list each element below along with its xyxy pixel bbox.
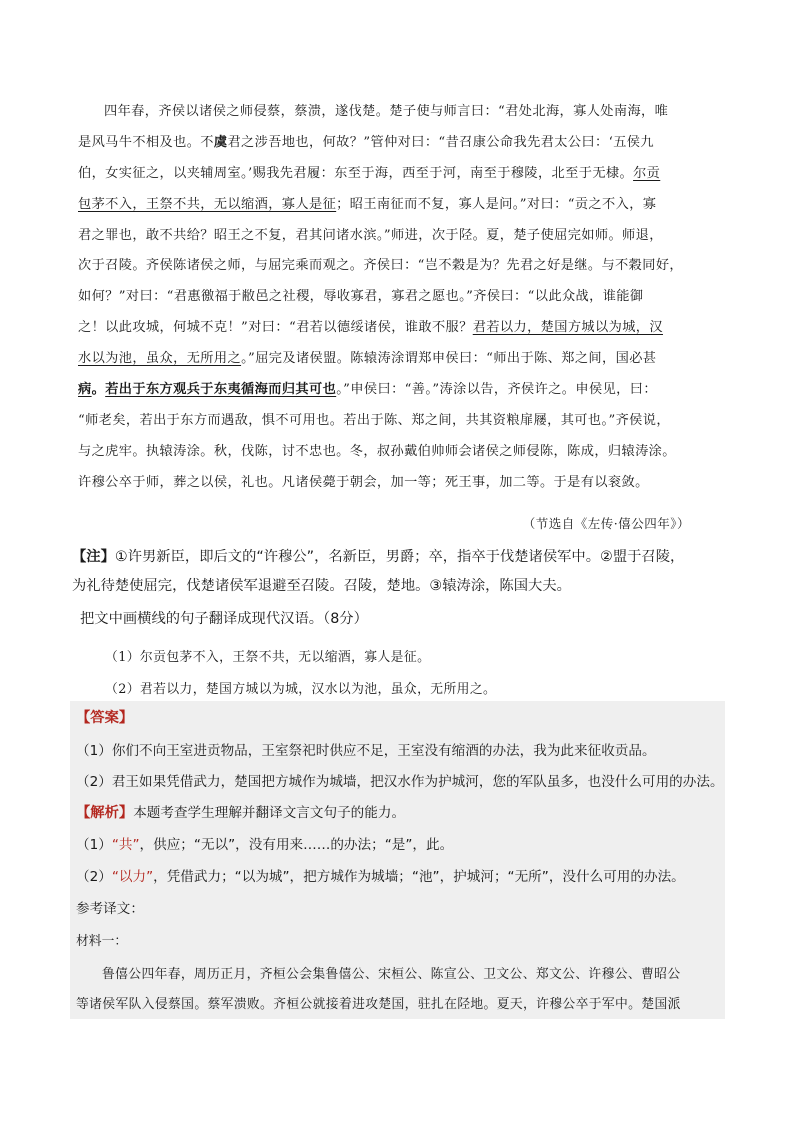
underlined-sentence: 尔贡 xyxy=(633,165,661,181)
reference-material-label: 材料一： xyxy=(76,934,128,949)
passage-text: ；昭王南征而不复，寡人是问。”对曰：“贡之不入，寡 xyxy=(336,196,657,212)
passage-text: 伯，女实征之，以夹辅周室。’赐我先君履：东至于海，西至于河，南至于穆陵，北至于无棣。 xyxy=(78,165,634,181)
passage-line xyxy=(78,344,728,375)
analysis-row xyxy=(76,801,405,822)
analysis-num: （2） xyxy=(76,869,112,885)
passage-line xyxy=(78,406,728,437)
passage-line xyxy=(78,437,728,468)
annotation-note xyxy=(72,543,732,601)
passage-text: 与之虎牢。执辕涛涂。秋，伐陈，讨不忠也。冬，叔孙戴伯帅师会诸侯之师侵陈，陈成，归辕涛涂。 xyxy=(78,443,676,459)
note-tag: 【注】 xyxy=(72,549,115,565)
answer-section xyxy=(70,701,725,1019)
note-text: ①许男新臣，即后文的“许穆公”，名新臣，男爵；卒，指卒于伐楚诸侯军中。②盟于召陵， xyxy=(114,549,685,565)
analysis-explanation: ，供应；“无以”，没有用来……的办法；“是”，此。 xyxy=(139,837,454,853)
analysis-key-term: “共” xyxy=(111,837,140,853)
answer-heading: 【答案】 xyxy=(76,710,134,726)
analysis-key-term: “以力” xyxy=(111,869,154,885)
note-line: 为礼待楚使屈完，伐楚诸侯军退避至召陵。召陵，楚地。③辕涛涂，陈国大夫。 xyxy=(72,578,571,594)
analysis-intro: 本题考查学生理解并翻译文言文句子的能力。 xyxy=(133,805,406,821)
passage-text: 。”屈完及诸侯盟。陈辕涛涂谓郑申侯曰：“师出于陈、郑之间，国必甚 xyxy=(241,351,657,367)
passage-line xyxy=(78,159,728,190)
passage-text: 虞 xyxy=(213,134,228,150)
reference-line-1: 鲁僖公四年春，周历正月，齐桓公会集鲁僖公、宋桓公、陈宣公、卫文公、郑文公、许穆公、曹昭公 xyxy=(102,967,681,982)
underlined-sentence: 水以为池，虽众，无所用之 xyxy=(78,351,242,367)
passage-text: 如何？”对曰：“君惠徼福于敝邑之社稷，辱收寡君，寡君之愿也。”齐侯曰：“以此众战，谁能御 xyxy=(78,289,644,305)
question-prompt: 把文中画横线的句子翻译成现代汉语。（8分） xyxy=(80,611,368,627)
analysis-line-2 xyxy=(76,865,685,885)
passage-line xyxy=(78,97,728,128)
passage-text: 次于召陵。齐侯陈诸侯之师，与屈完乘而观之。齐侯曰：“岂不穀是为？先君之好是继。与不穀同好， xyxy=(78,258,683,274)
question-item-2: （2）君若以力，楚国方城以为城，汉水以为池，虽众，无所用之。 xyxy=(105,682,497,697)
answer-line-1: （1）你们不向王室进贡物品，王室祭祀时供应不足，王室没有缩酒的办法，我为此来征收贡品。 xyxy=(76,743,656,759)
note-line xyxy=(72,543,732,572)
analysis-line-1 xyxy=(76,833,453,853)
analysis-num: （1） xyxy=(76,837,112,853)
passage-line xyxy=(78,375,728,406)
analysis-explanation: ，凭借武力；“以为城”，把方城作为城墙；“池”，护城河；“无所”，没什么可用的办法。 xyxy=(153,869,685,885)
passage-line xyxy=(78,468,728,499)
underlined-sentence: 君若以力，楚国方城以为城，汉 xyxy=(472,320,663,336)
passage-text: 许穆公卒于师，葬之以侯，礼也。凡诸侯薨于朝会，加一等；死王事，加二等。于是有以衮敛。 xyxy=(78,474,649,490)
answer-line-2: （2）君王如果凭借武力，楚国把方城作为城墙，把汉水作为护城河，您的军队虽多，也没什么可用的办法。 xyxy=(76,774,724,790)
passage-text: 是风马牛不相及也。不 xyxy=(78,134,214,150)
passage-source: （节选自《左传·僖公四年》） xyxy=(522,516,690,531)
reference-heading: 参考译文： xyxy=(76,901,144,917)
passage-line xyxy=(78,221,728,252)
passage-line xyxy=(78,282,728,313)
passage-text: 。”申侯曰：“善。”涛涂以告，齐侯许之。申侯见，曰： xyxy=(336,382,657,398)
passage-text: 。 xyxy=(91,382,106,398)
passage-text: 四年春，齐侯以诸侯之师侵蔡，蔡溃，遂伐楚。楚子使与师言曰：“君处北海，寡人处南海，唯 xyxy=(104,104,669,119)
underlined-sentence: 包茅不入，王祭不共，无以缩酒，寡人是征 xyxy=(78,196,337,212)
passage-text: 君之罪也，敢不共给？昭王之不复，君其问诸水滨。”师进，次于陉。夏，楚子使屈完如师。师退， xyxy=(78,227,663,243)
passage-line xyxy=(78,313,728,344)
passage-line xyxy=(78,251,728,282)
passage-text: 君之涉吾地也，何故？”管仲对曰：“昔召康公命我先君太公曰：‘五侯九 xyxy=(227,134,654,150)
classical-passage xyxy=(78,97,728,499)
underlined-sentence: 若出于东方观兵于东夷循海而归其可也 xyxy=(105,382,337,398)
passage-line xyxy=(78,128,728,159)
reference-line-2: 等诸侯军队入侵蔡国。蔡军溃败。齐桓公就接着进攻楚国，驻扎在陉地。夏天，许穆公卒于军中。楚国派 xyxy=(76,997,681,1012)
passage-text: 之！以此攻城，何城不克！”对曰：“君若以德绥诸侯，谁敢不服？ xyxy=(78,320,473,336)
passage-line xyxy=(78,190,728,221)
passage-text: “师老矣，若出于东方而遇敌，惧不可用也。若出于陈、郑之间，共其资粮扉屦，其可也。”齐侯说， xyxy=(78,412,670,428)
question-item-1: （1）尔贡包茅不入，王祭不共，无以缩酒，寡人是征。 xyxy=(105,650,431,665)
underlined-sentence: 病 xyxy=(78,382,92,398)
analysis-heading: 【解析】 xyxy=(76,805,134,821)
question-items xyxy=(105,642,496,706)
